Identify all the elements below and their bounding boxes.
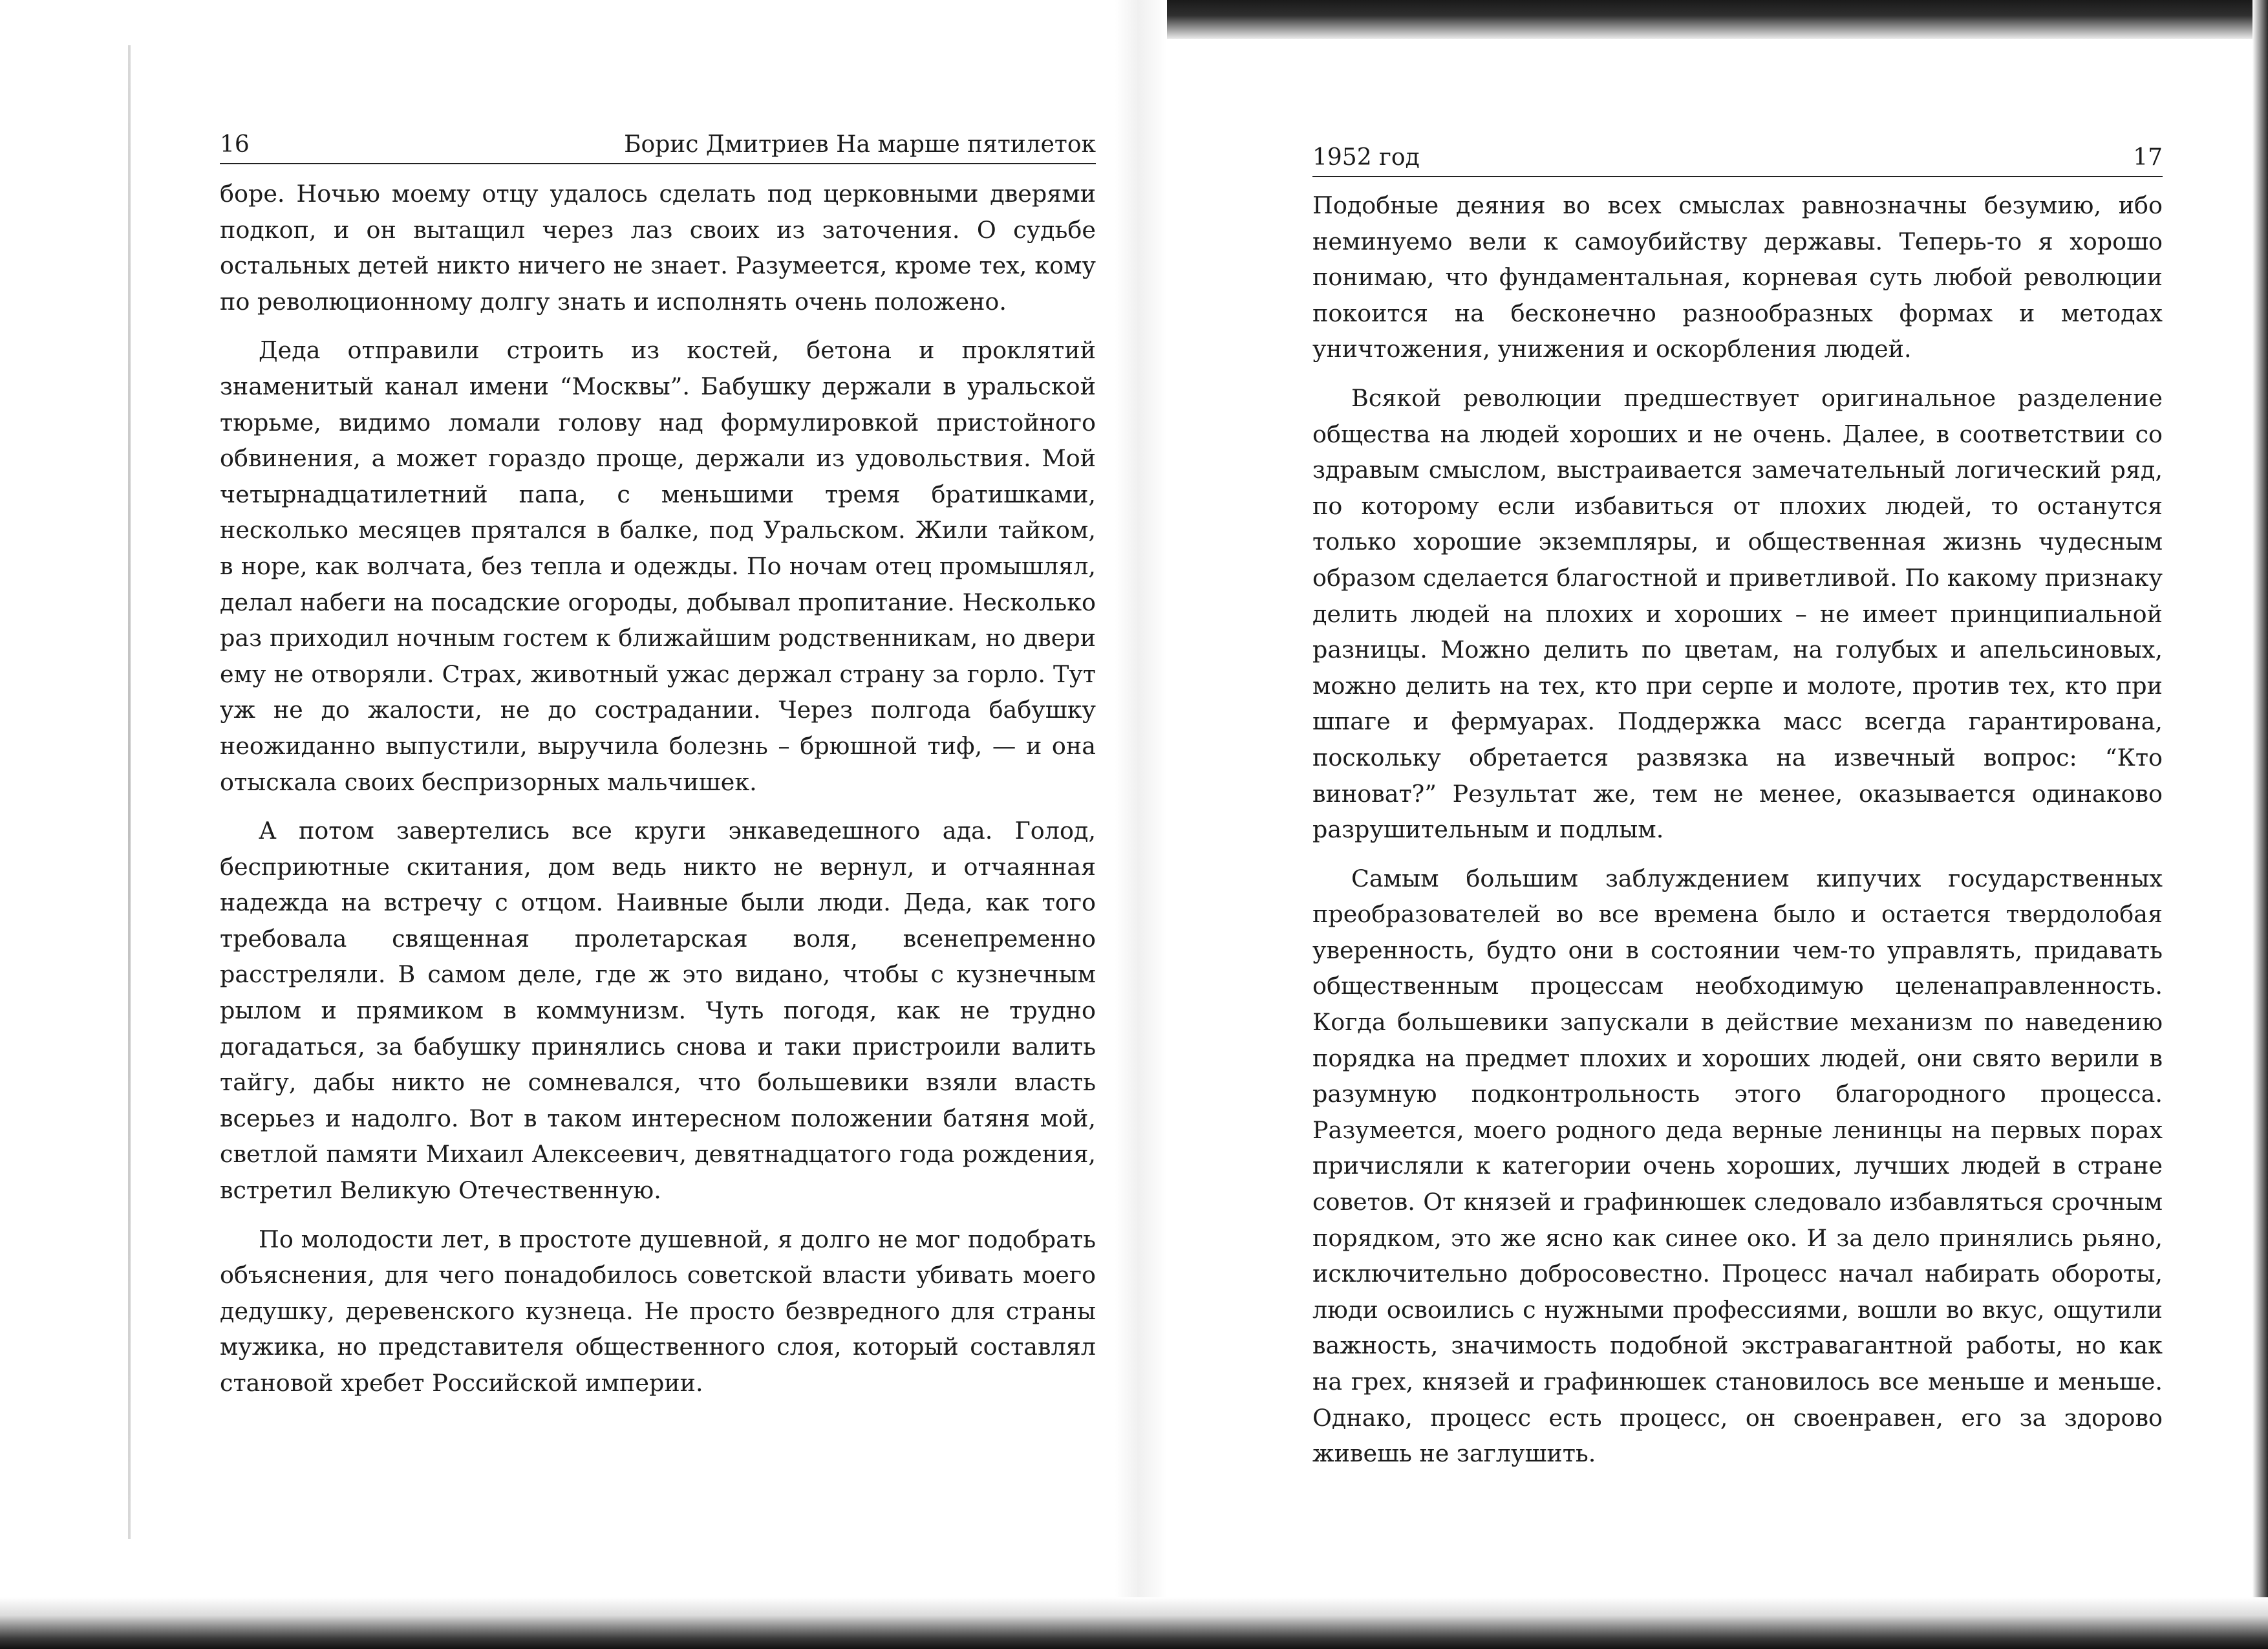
right-page-text xyxy=(1312,188,2163,1485)
paragraph: Самым большим заблуждением кипучих государственных преобразователей во все времена было и остается твердолобая уверенность, будто они в состоянии чем-то управлять, придавать общественным процессам необходимую целенаправленность. Когда большевики запускали в действие механизм по наведению порядка на предмет плохих и хороших людей, они свято верили в разумную подконтрольность этого благородного процесса. Разумеется, моего родного деда верные ленинцы на первых порах причисляли к категории очень хороших, лучших людей в стране советов. От князей и графинюшек следовало избавляться срочным порядком, это же ясно как синее око. И за дело принялись рьяно, исключительно добросовестно. Процесс начал набирать обороты, люди освоились с нужными профессиями, вошли во вкус, ощутили важность, значимость подобной экстравагантной работы, но как на грех, князей и графинюшек становилось все меньше и меньше. Однако, процесс есть процесс, он своенравен, его за здорово живешь не заглушить. xyxy=(1312,864,2163,1468)
scan-edge-right xyxy=(2252,0,2268,1649)
paragraph: По молодости лет, в простоте душевной, я долго не мог подобрать объяснения, для чего понадобилось советской власти убивать моего дедушку, деревенского кузнеца. Не просто безвредного для страны мужика, но представителя общественного слоя, который составлял становой хребет Российской империи. xyxy=(220,1225,1096,1397)
paragraph: боре. Ночью моему отцу удалось сделать под церковными дверями подкоп, и он вытащил через лаз своих из заточения. О судьбе остальных детей никто ничего не знает. Разумеется, кроме тех, кому по революционному долгу знать и исполнять очень положено. xyxy=(220,180,1096,316)
right-running-title: 1952 год xyxy=(1312,144,1420,171)
left-page-number: 16 xyxy=(220,131,250,158)
book-gutter xyxy=(1115,0,1167,1597)
left-running-title: Борис Дмитриев На марше пятилеток xyxy=(624,131,1096,158)
right-page xyxy=(1312,0,2163,1597)
left-page xyxy=(220,0,1096,1597)
right-running-head xyxy=(1312,136,2163,177)
left-running-head xyxy=(220,123,1096,164)
left-page-text xyxy=(220,176,1096,1414)
paragraph: А потом завертелись все круги энкаведешного ада. Голод, бесприютные скитания, дом ведь никто не вернул, и отчаянная надежда на встречу с отцом. Наивные были люди. Деда, как того требовала священная пролетарская воля, всенепременно расстреляли. В самом деле, где ж это видано, чтобы с кузнечным рылом и прямиком в коммунизм. Чуть погодя, как не трудно догадаться, за бабушку принялись снова и таки пристроили валить тайгу, дабы никто не сомневался, что большевики взяли власть всерьез и надолго. Вот в таком интересном положении батяня мой, светлой памяти Михаил Алексеевич, девятнадцатого года рождения, встретил Великую Отечественную. xyxy=(220,817,1096,1205)
scan-edge-bottom xyxy=(0,1597,2268,1649)
page-edge-shadow xyxy=(128,45,131,1539)
paragraph: Деда отправили строить из костей, бетона и проклятий знаменитый канал имени “Москвы”. Бабушку держали в уральской тюрьме, видимо ломали голову над формулировкой пристойного обвинения, а может гораздо проще, держали из удовольствия. Мой четырнадцатилетний папа, с меньшими тремя братишками, несколько месяцев прятался в балке, под Уральском. Жили тайком, в норе, как волчата, без тепла и одежды. По ночам отец промышлял, делал набеги на посадские огороды, добывал пропитание. Несколько раз приходил ночным гостем к ближайшим родственникам, но двери ему не отворяли. Страх, животный ужас держал страну за горло. Тут уж не до жалости, не до сострадании. Через полгода бабушку неожиданно выпустили, выручила болезнь – брюшной тиф, — и она отыскала своих беспризорных мальчишек. xyxy=(220,336,1096,796)
paragraph: Всякой революции предшествует оригинальное разделение общества на людей хороших и не очень. Далее, в соответствии со здравым смыслом, выстраивается замечательный логический ряд, по которому если избавиться от плохих людей, то останутся только хорошие экземпляры, и общественная жизнь чудесным образом сделается благостной и приветливой. По какому признаку делить людей на плохих и хороших – не имеет принципиальной разницы. Можно делить по цветам, на голубых и апельсиновых, можно делить на тех, кто при серпе и молоте, против тех, кто при шпаге и фермуарах. Поддержка масс всегда гарантирована, поскольку обретается развязка на извечный вопрос: “Кто виноват?” Результат же, тем не менее, оказывается одинаково разрушительным и подлым. xyxy=(1312,383,2163,844)
right-page-number: 17 xyxy=(2133,144,2163,171)
paragraph: Подобные деяния во всех смыслах равнозначны безумию, ибо неминуемо вели к самоубийству державы. Теперь-то я хорошо понимаю, что фундаментальная, корневая суть любой революции покоится на бесконечно разнообразных формах и методах уничтожения, унижения и оскорбления людей. xyxy=(1312,191,2163,363)
